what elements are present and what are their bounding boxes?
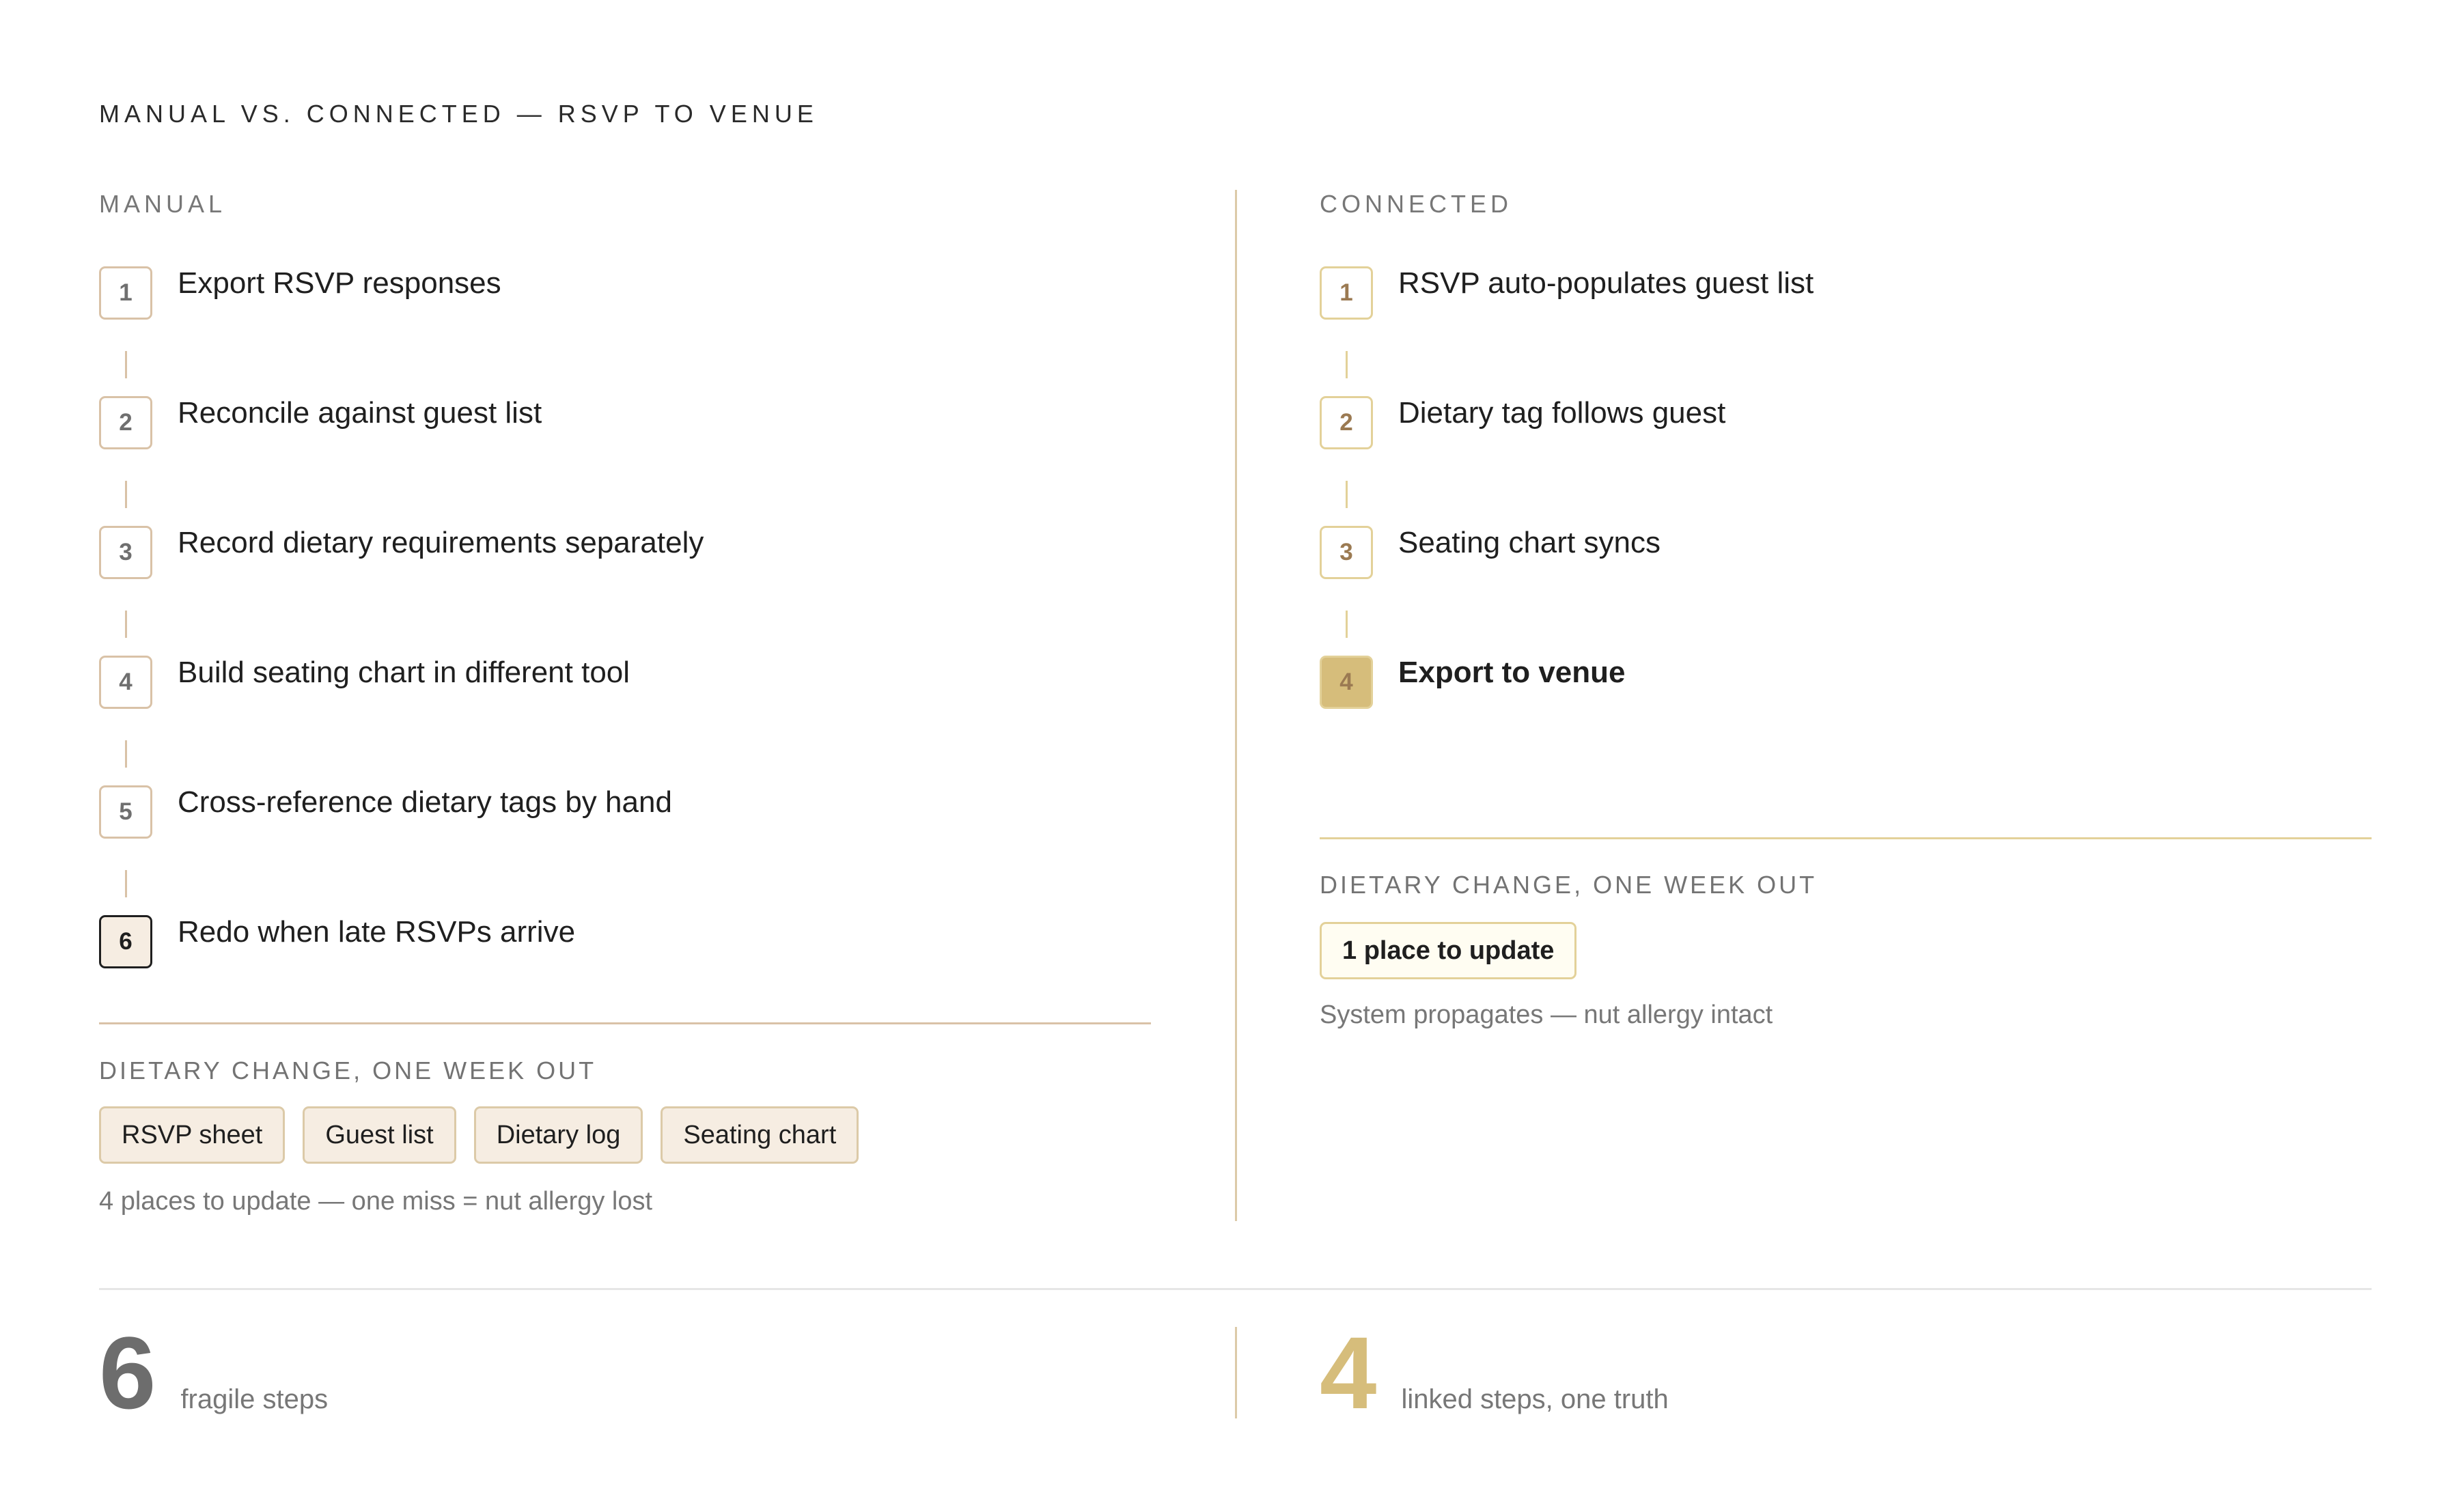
connected-step <box>1320 656 2372 709</box>
step-connector <box>125 611 127 638</box>
manual-column <box>99 190 1151 968</box>
connected-column <box>1320 190 2372 709</box>
chip-guest-list: Guest list <box>303 1106 456 1164</box>
column-divider <box>1235 190 1237 1221</box>
connected-note: System propagates — nut allergy intact <box>1320 1000 1773 1029</box>
step-number-badge: 1 <box>1320 266 1373 320</box>
step-connector <box>125 351 127 378</box>
manual-step <box>99 266 1151 396</box>
step-number-badge: 3 <box>1320 526 1373 579</box>
connected-change-label: DIETARY CHANGE, ONE WEEK OUT <box>1320 871 1818 899</box>
step-number-badge: 2 <box>1320 396 1373 449</box>
connected-step <box>1320 396 2372 526</box>
connected-step <box>1320 266 2372 396</box>
step-number-badge-final: 6 <box>99 915 152 968</box>
step-connector <box>125 870 127 897</box>
step-text: Export RSVP responses <box>178 266 501 300</box>
step-connector <box>1346 481 1348 508</box>
manual-stat <box>99 1315 329 1430</box>
connected-step <box>1320 526 2372 656</box>
step-connector <box>125 740 127 768</box>
manual-step <box>99 396 1151 526</box>
manual-steps <box>99 266 1151 968</box>
step-number-badge: 2 <box>99 396 152 449</box>
step-text: Reconcile against guest list <box>178 396 542 430</box>
step-number-badge: 4 <box>99 656 152 709</box>
step-connector <box>1346 611 1348 638</box>
step-text: Export to venue <box>1398 656 1626 689</box>
connected-stat-label: linked steps, one truth <box>1401 1384 1669 1414</box>
connected-section-separator <box>1320 837 2372 839</box>
step-connector <box>125 481 127 508</box>
connected-stat-number: 4 <box>1320 1315 1377 1430</box>
stats-divider <box>1235 1327 1237 1418</box>
manual-change-label: DIETARY CHANGE, ONE WEEK OUT <box>99 1056 597 1084</box>
step-connector <box>1346 351 1348 378</box>
step-number-badge-final: 4 <box>1320 656 1373 709</box>
manual-section-separator <box>99 1022 1151 1024</box>
manual-column-label: MANUAL <box>99 190 227 218</box>
manual-step <box>99 526 1151 656</box>
manual-step <box>99 915 1151 968</box>
manual-step <box>99 785 1151 915</box>
step-number-badge: 3 <box>99 526 152 579</box>
stats-rule <box>99 1288 2372 1290</box>
manual-step <box>99 656 1151 785</box>
manual-note: 4 places to update — one miss = nut allergy lost <box>99 1187 653 1216</box>
step-text: Record dietary requirements separately <box>178 526 704 559</box>
step-text: Redo when late RSVPs arrive <box>178 915 576 949</box>
chip-rsvp-sheet: RSVP sheet <box>99 1106 285 1164</box>
step-text: RSVP auto-populates guest list <box>1398 266 1814 300</box>
page-title: MANUAL VS. CONNECTED — RSVP TO VENUE <box>99 100 818 128</box>
manual-update-chips <box>99 1106 859 1164</box>
step-text: Cross-reference dietary tags by hand <box>178 785 672 819</box>
chip-one-place-update: 1 place to update <box>1320 922 1576 979</box>
step-number-badge: 5 <box>99 785 152 839</box>
connected-column-label: CONNECTED <box>1320 190 1513 218</box>
step-text: Build seating chart in different tool <box>178 656 630 689</box>
chip-dietary-log: Dietary log <box>474 1106 643 1164</box>
step-number-badge: 1 <box>99 266 152 320</box>
step-text: Seating chart syncs <box>1398 526 1661 559</box>
connected-steps <box>1320 266 2372 709</box>
chip-seating-chart: Seating chart <box>661 1106 859 1164</box>
manual-stat-label: fragile steps <box>180 1384 329 1414</box>
step-text: Dietary tag follows guest <box>1398 396 1726 430</box>
manual-stat-number: 6 <box>99 1315 156 1430</box>
connected-stat <box>1320 1315 1669 1430</box>
